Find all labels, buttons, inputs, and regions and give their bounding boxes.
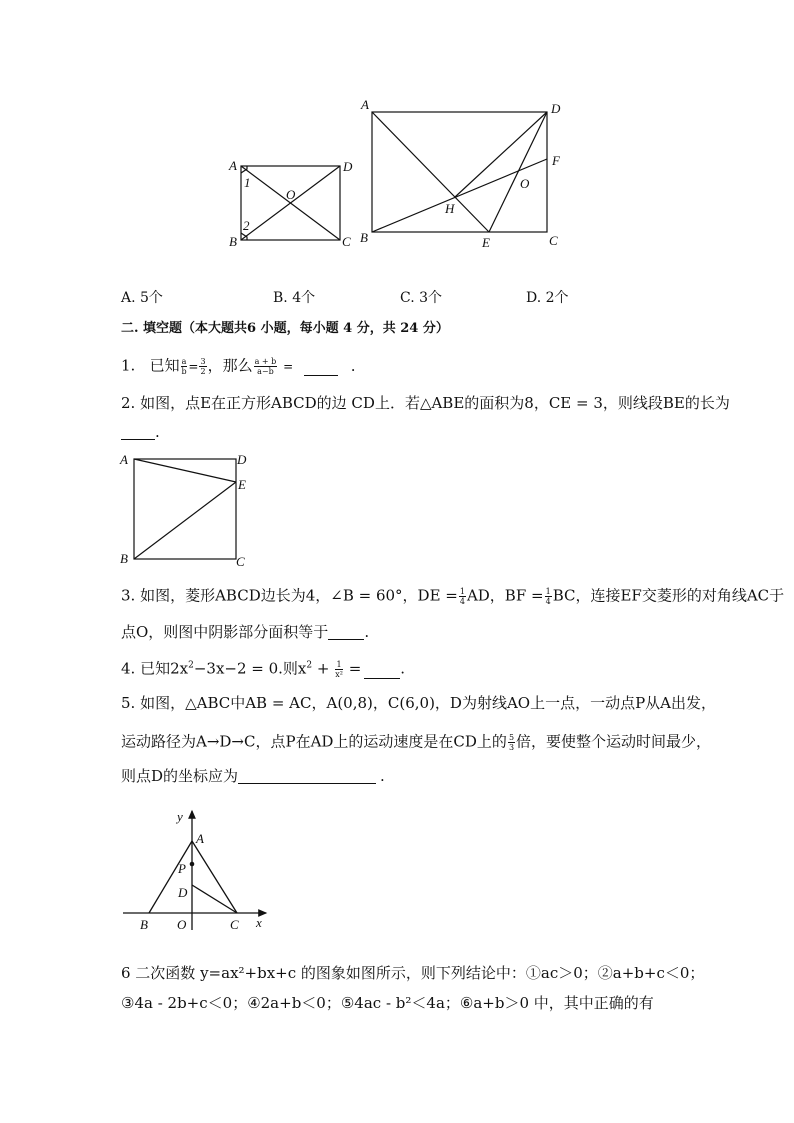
segment-ab	[149, 841, 192, 913]
question-6-line-2: ③4a - 2b+c＜0；④2a+b＜0；⑤4ac - b²＜4a；⑥a+b＞0 中，其中正确的有	[121, 994, 654, 1012]
label-a: A	[196, 831, 204, 846]
section-title: 二. 填空题（本大题共6 小题，每小题 4 分，共 24 分）	[121, 321, 449, 336]
q3-f1-den: 4	[459, 597, 465, 606]
q1-frac-den: b	[181, 367, 187, 376]
label-a: A	[229, 158, 237, 173]
label-b: B	[229, 234, 237, 249]
q5-line-3-text: 则点D的坐标应为	[121, 767, 239, 785]
q5-text-b: 倍，要使整个运动时间最少，	[516, 732, 712, 751]
axis-label-y: y	[177, 809, 183, 824]
q1-number: 1.	[121, 356, 136, 375]
q3-fraction-2	[545, 587, 552, 606]
q4-period: .	[400, 659, 406, 678]
label-d: D	[237, 452, 247, 467]
label-a: A	[361, 97, 369, 112]
question-3-line-1	[121, 587, 784, 606]
label-h: H	[445, 201, 455, 216]
q4-fraction	[335, 660, 343, 679]
label-a: A	[120, 452, 128, 467]
option-c: C. 3个	[400, 290, 443, 306]
square-outline	[134, 459, 236, 559]
label-o: O	[520, 176, 530, 191]
q1-text-1: 已知	[149, 356, 180, 375]
option-b: B. 4个	[273, 290, 316, 306]
segment-bf	[372, 159, 547, 232]
question-6-line-1: 6 二次函数 y=ax²+bx+c 的图象如图所示，则下列结论中：①ac＞0；②a+b+c＜0；	[121, 964, 705, 982]
q3-text-c: BC，连接EF交菱形的对角线AC于	[552, 586, 785, 605]
segment-dc	[192, 885, 237, 913]
axis-label-x: x	[256, 915, 262, 930]
q4-pre: 4. 已知2x	[121, 659, 189, 678]
question-5-line-3	[121, 769, 385, 784]
label-c: C	[549, 233, 558, 248]
q4-frac-num: 1	[336, 660, 342, 669]
q3-text-b: AD，BF =	[466, 586, 544, 605]
label-e: E	[482, 235, 490, 250]
figure-rectangle-abcd	[220, 150, 360, 255]
q2-answer-blank[interactable]	[121, 439, 155, 440]
question-2-line-2	[121, 425, 160, 440]
q1-equals-2: =	[283, 359, 294, 374]
option-d: D. 2个	[526, 290, 569, 306]
label-d: D	[551, 101, 561, 116]
segment-de	[489, 112, 547, 232]
q4-answer-blank[interactable]	[364, 678, 400, 679]
question-5-line-2	[121, 733, 711, 752]
q4-plus: +	[312, 659, 335, 678]
question-5-line-1: 5. 如图，△ABC中AB = AC，A(0,8)，C(6,0)，D为射线AO上一点，一动点P从A出发，	[121, 694, 717, 712]
option-a: A. 5个	[121, 290, 163, 306]
angle-label-2: 2	[243, 218, 250, 233]
q5-period: .	[380, 767, 385, 785]
segment-dh	[455, 112, 547, 197]
q3-line-2-text: 点O，则图中阴影部分面积等于	[121, 623, 329, 641]
q1-fraction-ab	[181, 357, 188, 376]
q3-period: .	[364, 623, 370, 641]
q4-mid: −3x−2 = 0.则x	[193, 659, 307, 678]
label-c: C	[230, 917, 239, 932]
q3-f2-num: 1	[545, 587, 551, 596]
segment-ae	[372, 112, 489, 232]
label-c: C	[236, 554, 245, 569]
figure-coordinate-triangle	[118, 805, 273, 935]
q1-fraction-expr	[254, 357, 278, 376]
q1-ratio-num: 3	[200, 357, 206, 366]
label-o: O	[286, 187, 296, 202]
label-b: B	[360, 230, 368, 245]
q3-text-a: 3. 如图，菱形ABCD边长为4，∠B = 60°，DE =	[121, 586, 458, 605]
q4-equals: =	[343, 659, 362, 678]
q4-frac-den: x²	[335, 670, 343, 679]
q5-frac-num: 5	[508, 733, 515, 742]
q5-fraction	[508, 733, 515, 752]
q2-period: .	[155, 423, 160, 441]
label-e: E	[238, 477, 246, 492]
q5-answer-blank[interactable]	[238, 783, 376, 784]
segment-ae	[134, 459, 236, 482]
figure-square-abcd	[115, 450, 260, 570]
q1-fraction-ratio	[199, 357, 206, 376]
label-d: D	[343, 159, 353, 174]
q1-expr-num: a + b	[254, 357, 277, 366]
q3-f1-num: 1	[459, 587, 465, 596]
label-p: P	[178, 861, 186, 876]
label-d: D	[178, 885, 188, 900]
q5-text-a: 运动路径为A→D→C，点P在AD上的运动速度是在CD上的	[121, 732, 507, 751]
segment-be	[134, 482, 236, 559]
label-b: B	[120, 551, 128, 566]
label-c: C	[342, 234, 351, 249]
question-4	[121, 660, 405, 679]
q1-period: .	[350, 356, 356, 375]
figure-rectangle-with-points	[355, 95, 575, 255]
q5-frac-den: 3	[508, 743, 515, 752]
angle-label-1: 1	[244, 175, 251, 190]
label-b: B	[140, 917, 148, 932]
q1-ratio-den: 2	[200, 367, 206, 376]
point-p-dot	[190, 862, 195, 867]
q4-sup-2: 2	[306, 660, 313, 671]
q1-equals: =	[188, 359, 199, 374]
question-2-line-1: 2. 如图，点E在正方形ABCD的边 CD上．若△ABE的面积为8，CE = 3，则线段BE的长为	[121, 394, 730, 412]
question-1	[121, 357, 355, 376]
q1-answer-blank[interactable]	[304, 375, 338, 376]
label-f: F	[552, 153, 560, 168]
q3-answer-blank[interactable]	[328, 639, 364, 640]
label-o: O	[177, 917, 187, 932]
q1-frac-num: a	[181, 357, 187, 366]
q3-fraction-1	[459, 587, 466, 606]
segment-ac	[192, 841, 237, 913]
rectangle-outline	[372, 112, 547, 232]
question-3-line-2	[121, 625, 369, 640]
q4-sup-1: 2	[188, 660, 194, 671]
q1-expr-den: a−b	[257, 367, 274, 376]
q3-f2-den: 4	[545, 597, 551, 606]
q1-text-2: ，那么	[207, 356, 253, 375]
